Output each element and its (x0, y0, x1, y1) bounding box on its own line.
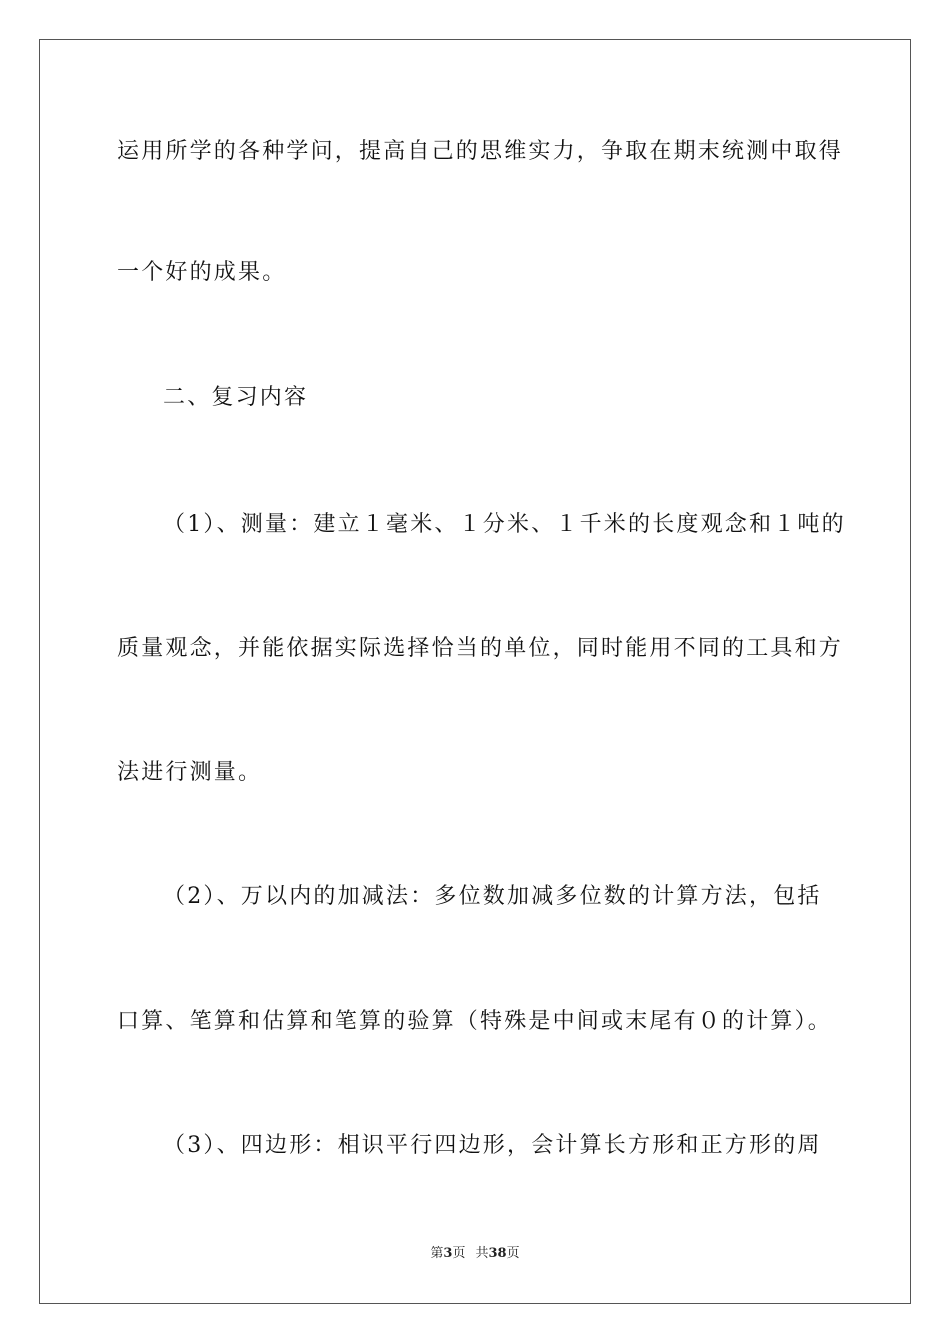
text-line-5: 质量观念，并能依据实际选择恰当的单位，同时能用不同的工具和方 (117, 636, 844, 661)
footer-total-pages: 38 (488, 1246, 507, 1261)
text-line-9: （3）、四边形：相识平行四边形，会计算长方形和正方形的周 (163, 1133, 822, 1158)
page-footer (0, 1245, 950, 1263)
text-line-8: 口算、笔算和估算和笔算的验算（特殊是中间或末尾有０的计算）。 (117, 1009, 833, 1034)
page-border (39, 39, 911, 1304)
text-line-1: 运用所学的各种学问，提高自己的思维实力，争取在期末统测中取得 (117, 139, 844, 164)
text-line-2: 一个好的成果。 (117, 260, 287, 285)
footer-total-suffix: 页 (506, 1246, 520, 1261)
footer-total-prefix: 共 (475, 1246, 489, 1261)
footer-page-suffix: 页 (452, 1246, 466, 1261)
text-line-6: 法进行测量。 (117, 760, 263, 785)
footer-page-number: 3 (443, 1246, 453, 1261)
footer-page-prefix: 第 (430, 1246, 444, 1261)
section-heading: 二、复习内容 (163, 385, 309, 410)
text-line-4: （1）、测量：建立１毫米、１分米、１千米的长度观念和１吨的 (163, 512, 846, 537)
text-line-7: （2）、万以内的加减法：多位数加减多位数的计算方法，包括 (163, 884, 822, 909)
